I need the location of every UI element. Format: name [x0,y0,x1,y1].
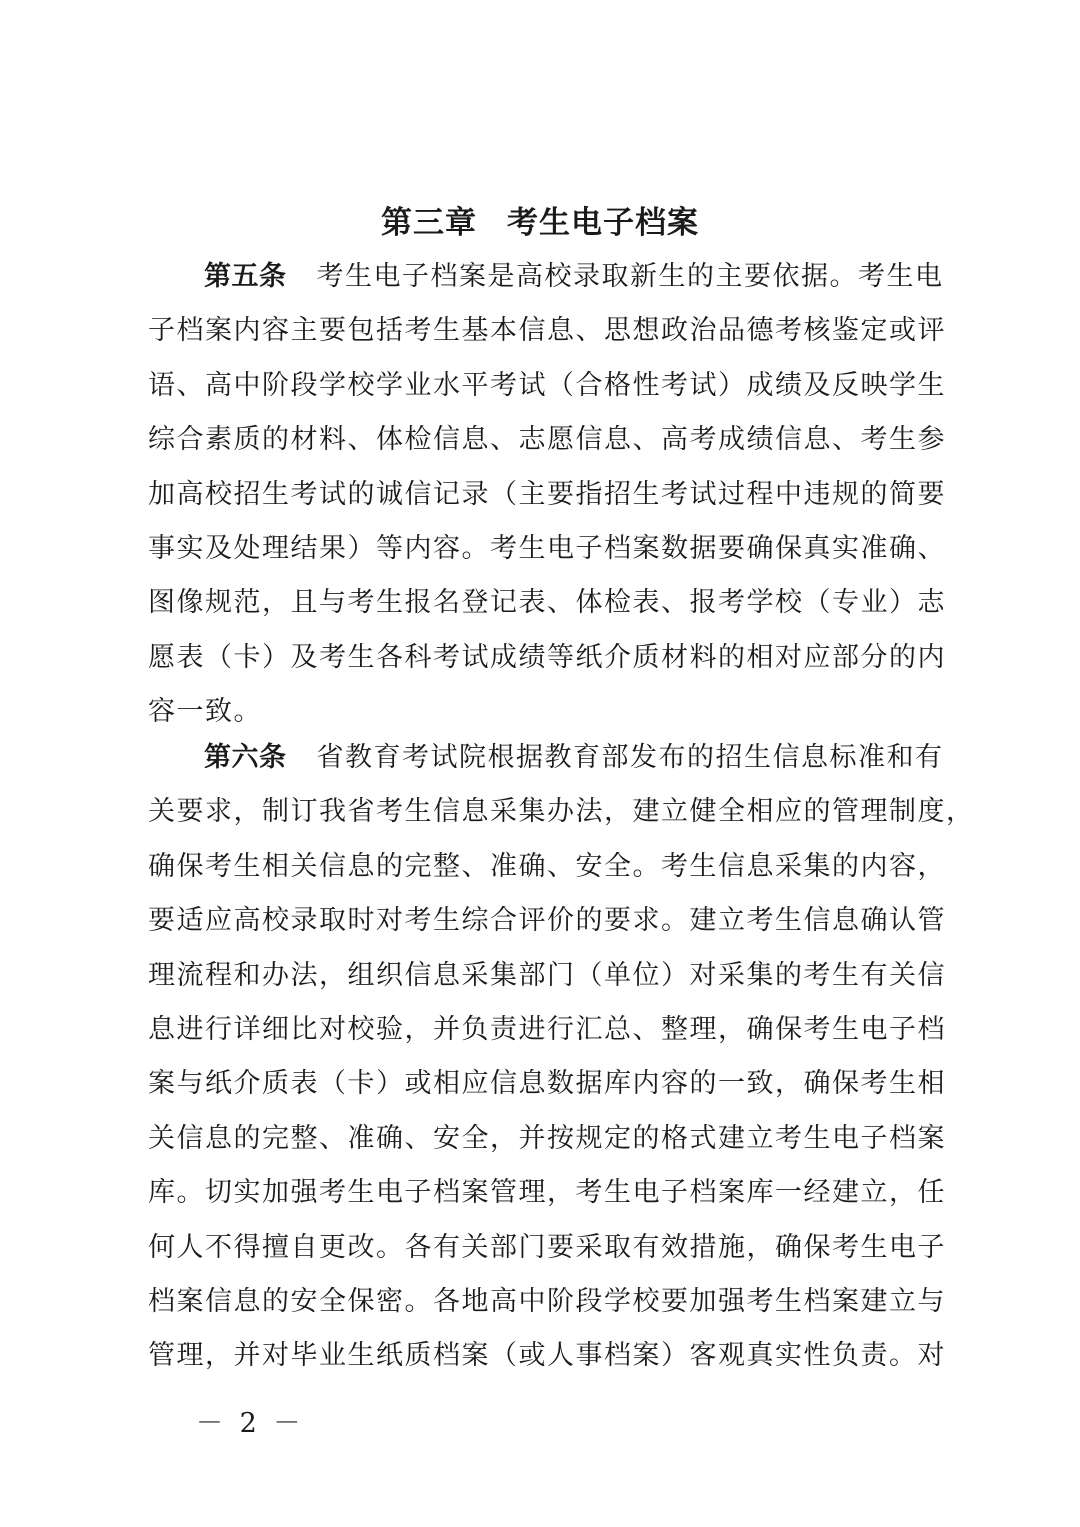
paragraph-line: 管理，并对毕业生纸质档案（或人事档案）客观真实性负责。对 [148,1340,946,1372]
paragraph-line: 要适应高校录取时对考生综合评价的要求。建立考生信息确认管 [148,905,946,937]
paragraph-line: 综合素质的材料、体检信息、志愿信息、高考成绩信息、考生参 [148,424,946,456]
paragraph-line: 图像规范，且与考生报名登记表、体检表、报考学校（专业）志 [148,587,946,619]
article-5 [148,250,948,740]
chapter-heading [0,196,1080,250]
article-6 [148,731,975,1384]
page-number: － 2 － [196,1408,305,1439]
article-heading: 第五条 [204,261,287,292]
paragraph-line: 案与纸介质表（卡）或相应信息数据库内容的一致，确保考生相 [148,1068,946,1100]
paragraph-line: 息进行详细比对校验，并负责进行汇总、整理，确保考生电子档 [148,1013,946,1045]
paragraph-line: 事实及处理结果）等内容。考生电子档案数据要确保真实准确、 [148,532,946,564]
paragraph-line: 理流程和办法，组织信息采集部门（单位）对采集的考生有关信 [148,959,946,991]
paragraph-line: 容一致。 [148,696,262,728]
paragraph-line: 确保考生相关信息的完整、准确、安全。考生信息采集的内容， [148,850,946,882]
paragraph-line: 库。切实加强考生电子档案管理，考生电子档案库一经建立，任 [148,1177,946,1209]
paragraph-line: 档案信息的安全保密。各地高中阶段学校要加强考生档案建立与 [148,1285,946,1317]
paragraph-line: 关信息的完整、准确、安全，并按规定的格式建立考生电子档案 [148,1122,946,1154]
article-heading: 第六条 [204,742,287,773]
paragraph-line: 语、高中阶段学校学业水平考试（合格性考试）成绩及反映学生 [148,369,946,401]
paragraph-line: 第五条 考生电子档案是高校录取新生的主要依据。考生电 [204,261,944,292]
paragraph-line: 关要求，制订我省考生信息采集办法，建立健全相应的管理制度， [148,796,975,828]
paragraph-line: 愿表（卡）及考生各科考试成绩等纸介质材料的相对应部分的内 [148,641,946,673]
chapter-title: 考生电子档案 [507,205,699,241]
chapter-label: 第三章 [381,205,477,241]
paragraph-line: 何人不得擅自更改。各有关部门要采取有效措施，确保考生电子 [148,1231,946,1263]
paragraph-line: 子档案内容主要包括考生基本信息、思想政治品德考核鉴定或评 [148,315,946,347]
paragraph-line: 第六条 省教育考试院根据教育部发布的招生信息标准和有 [204,742,944,773]
paragraph-line: 加高校招生考试的诚信记录（主要指招生考试过程中违规的简要 [148,478,946,510]
